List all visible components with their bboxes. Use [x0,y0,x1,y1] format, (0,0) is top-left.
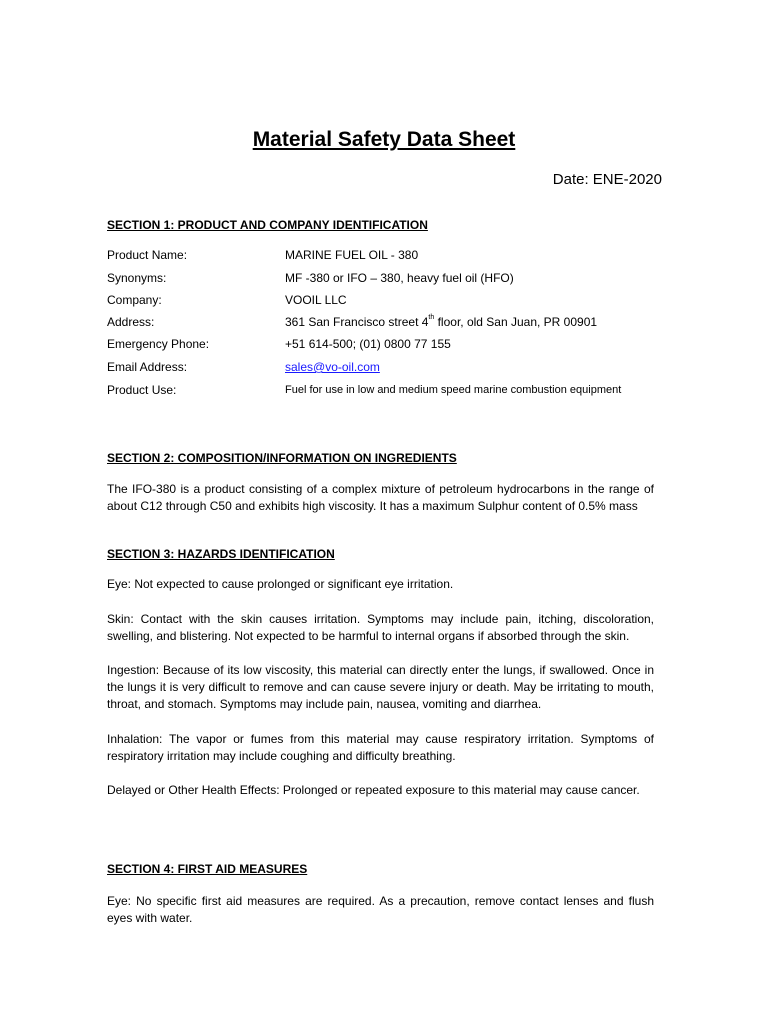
company-row [107,293,667,311]
synonyms-label: Synonyms: [107,271,167,285]
phone-row [107,337,667,355]
hazard-ingestion-text: Ingestion: Because of its low viscosity, this material can directly enter the lungs, if swallowed. Once in the lungs it is very difficult to remove and can cause severe injury or death. May be irritating to mouth, throat, and stomach. Symptoms may include pain, nausea, vomiting and diarrhea. [107,663,654,711]
document-title: Material Safety Data Sheet [252,128,516,151]
address-part2: floor, old San Juan, PR 00901 [434,315,598,329]
synonyms-row [107,271,667,289]
section1-heading: SECTION 1: PRODUCT AND COMPANY IDENTIFICATION [107,218,428,232]
phone-label: Emergency Phone: [107,337,210,351]
hazard-delayed-text: Delayed or Other Health Effects: Prolonged or repeated exposure to this material may cause cancer. [107,783,640,797]
hazard-inhalation-text: Inhalation: The vapor or fumes from this material may cause respiratory irritation. Symptoms of respiratory irritation may include coughing and difficulty breathing. [107,732,654,763]
section4-heading: SECTION 4: FIRST AID MEASURES [107,862,308,876]
address-value [285,315,597,329]
product-name-value: MARINE FUEL OIL - 380 [285,248,419,262]
product-name-label: Product Name: [107,248,188,262]
document-date: Date: ENE-2020 [552,171,662,188]
section2-text: The IFO-380 is a product consisting of a complex mixture of petroleum hydrocarbons in the range of about C12 through C50 and exhibits high viscosity. It has a maximum Sulphur content of 0.5% mass [107,482,654,513]
email-link[interactable]: sales@vo-oil.com [285,360,380,374]
hazard-eye-text: Eye: Not expected to cause prolonged or significant eye irritation. [107,577,454,591]
company-label: Company: [107,293,162,307]
section2-heading: SECTION 2: COMPOSITION/INFORMATION ON INGREDIENTS [107,451,457,465]
product-use-value: Fuel for use in low and medium speed marine combustion equipment [285,384,622,396]
address-sup: th [428,314,435,321]
address-label: Address: [107,315,155,329]
product-use-row [107,383,667,401]
address-part1: 361 San Francisco street 4 [285,315,429,329]
email-row [107,360,667,378]
phone-value: +51 614-500; (01) 0800 77 155 [285,337,451,351]
company-value: VOOIL LLC [285,293,347,307]
product-use-label: Product Use: [107,383,177,397]
first-aid-eye-text: Eye: No specific first aid measures are required. As a precaution, remove contact lenses and flush eyes with water. [107,894,654,925]
hazard-skin-text: Skin: Contact with the skin causes irritation. Symptoms may include pain, itching, discoloration, swelling, and blistering. Not expected to be harmful to internal organs if absorbed through the skin. [107,612,654,643]
email-label: Email Address: [107,360,188,374]
address-row [107,315,667,333]
section3-heading: SECTION 3: HAZARDS IDENTIFICATION [107,547,335,561]
product-name-row [107,248,667,266]
synonyms-value: MF -380 or IFO – 380, heavy fuel oil (HFO) [285,271,514,285]
